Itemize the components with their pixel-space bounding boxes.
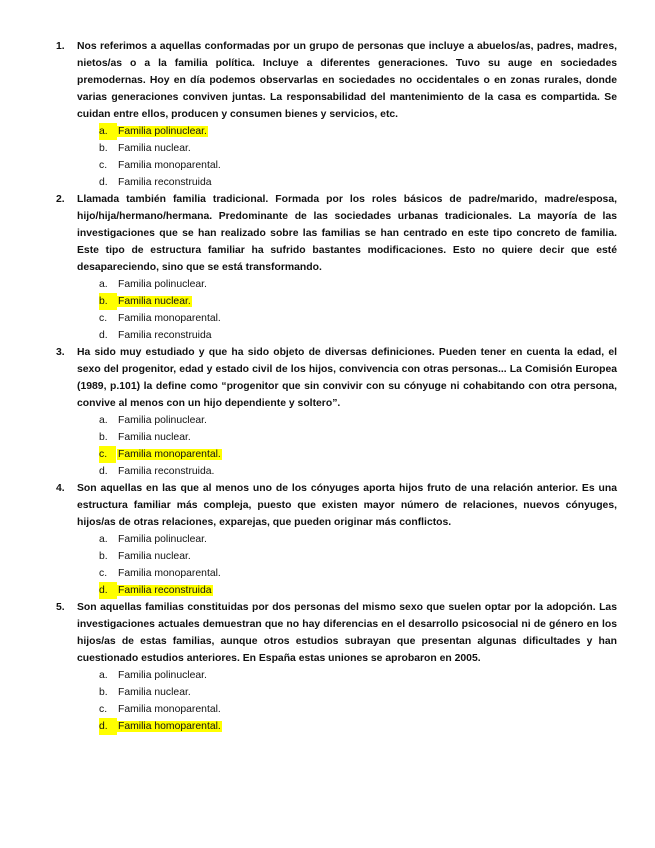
option-letter: c. xyxy=(99,704,108,715)
option-d xyxy=(99,582,617,599)
option-letter: b. xyxy=(99,432,108,443)
option-letter: b. xyxy=(99,551,108,562)
option-letter: b. xyxy=(99,143,108,154)
option-b xyxy=(99,293,617,310)
question-text: Son aquellas en las que al menos uno de los cónyuges aporta hijos fruto de una relación anterior. Es una estructura familiar más compleja, puesto que existen mayor número de relaciones, nuevos cónyuges, hijos/as de otras relaciones, exparejas, que pueden originar más conflictos. xyxy=(77,483,617,528)
option-letter: d. xyxy=(99,177,108,188)
option-letter: d. xyxy=(99,582,117,599)
option-letter: d. xyxy=(99,330,108,341)
option-b xyxy=(99,140,617,157)
option-text: Familia nuclear. xyxy=(118,551,191,562)
question-number: 2. xyxy=(56,194,65,205)
option-letter: a. xyxy=(99,670,108,681)
option-b xyxy=(99,684,617,701)
question-number: 5. xyxy=(56,602,65,613)
option-b xyxy=(99,548,617,565)
option-letter: a. xyxy=(99,123,117,140)
option-d xyxy=(99,718,617,735)
option-letter: a. xyxy=(99,415,108,426)
question-3 xyxy=(56,344,617,480)
option-a xyxy=(99,276,617,293)
option-c xyxy=(99,565,617,582)
option-letter: c. xyxy=(99,446,116,463)
option-text: Familia reconstruida xyxy=(118,585,212,596)
options-list xyxy=(77,667,617,735)
option-text: Familia polinuclear. xyxy=(118,279,207,290)
option-c xyxy=(99,310,617,327)
option-d xyxy=(99,463,617,480)
option-text: Familia polinuclear. xyxy=(118,415,207,426)
option-letter: c. xyxy=(99,568,108,579)
option-letter: b. xyxy=(99,293,117,310)
option-text: Familia polinuclear. xyxy=(118,126,207,137)
option-letter: d. xyxy=(99,466,108,477)
option-text: Familia homoparental. xyxy=(118,721,221,732)
option-text: Familia nuclear. xyxy=(118,432,191,443)
option-d xyxy=(99,174,617,191)
options-list xyxy=(77,531,617,599)
question-1 xyxy=(56,38,617,191)
option-d xyxy=(99,327,617,344)
option-text: Familia monoparental. xyxy=(118,568,221,579)
option-text: Familia nuclear. xyxy=(118,143,191,154)
option-letter: d. xyxy=(99,718,117,735)
question-text: Nos referimos a aquellas conformadas por un grupo de personas que incluye a abuelos/as, padres, madres, nietos/as o a la familia política. Incluye a diferentes generaciones. Tuvo su auge en sociedades premodernas. Hoy en día podemos observarlas en sociedades no occidentales o en zonas rurales, donde varias generaciones conviven juntas. La responsabilidad del mantenimiento de la casa es compartida. Se cuidan entre ellos, producen y consumen bienes y servicios, etc. xyxy=(77,41,617,120)
option-text: Familia nuclear. xyxy=(118,296,191,307)
question-text: Ha sido muy estudiado y que ha sido objeto de diversas definiciones. Pueden tener en cuenta la edad, el sexo del progenitor, edad y estado civil de los hijos, convivencia con otras personas... La Comisión Europea (1989, p.101) la define como “progenitor que sin convivir con su cónyuge ni cohabitando con otra persona, convive al menos con un hijo dependiente y soltero”. xyxy=(77,347,617,409)
option-text: Familia monoparental. xyxy=(118,449,221,460)
option-text: Familia polinuclear. xyxy=(118,670,207,681)
options-list xyxy=(77,412,617,480)
option-b xyxy=(99,429,617,446)
option-text: Familia monoparental. xyxy=(118,313,221,324)
question-text: Son aquellas familias constituidas por dos personas del mismo sexo que suelen optar por la adopción. Las investigaciones actuales demuestran que no hay diferencias en el desarrollo psicosocial ni de género en los hijos/as de estas familias, aunque otros estudios subrayan que presentan algunas dificultades y han cuestionado estudios anteriores. En España estas uniones se aprobaron en 2005. xyxy=(77,602,617,664)
option-letter: c. xyxy=(99,160,108,171)
option-a xyxy=(99,123,617,140)
option-c xyxy=(99,157,617,174)
option-a xyxy=(99,412,617,429)
question-number: 4. xyxy=(56,483,65,494)
option-text: Familia monoparental. xyxy=(118,704,221,715)
option-c xyxy=(99,701,617,718)
option-c xyxy=(99,446,617,463)
options-list xyxy=(77,276,617,344)
option-a xyxy=(99,667,617,684)
option-text: Familia polinuclear. xyxy=(118,534,207,545)
option-text: Familia monoparental. xyxy=(118,160,221,171)
option-letter: a. xyxy=(99,279,108,290)
options-list xyxy=(77,123,617,191)
option-a xyxy=(99,531,617,548)
question-2 xyxy=(56,191,617,344)
question-number: 1. xyxy=(56,41,65,52)
question-4 xyxy=(56,480,617,599)
option-letter: c. xyxy=(99,313,108,324)
question-text: Llamada también familia tradicional. Formada por los roles básicos de padre/marido, madre/esposa, hijo/hija/hermano/hermana. Predominante de las sociedades urbanas tradicionales. La mayoría de las investigaciones que se han realizado sobre las familias se han centrado en este tipo concreto de familia. Este tipo de estructura familiar ha sufrido bastantes modificaciones. Esto no quiere decir que esté desapareciendo, sino que se está transformando. xyxy=(77,194,617,273)
option-text: Familia reconstruida xyxy=(118,330,212,341)
option-text: Familia reconstruida xyxy=(118,177,212,188)
option-letter: a. xyxy=(99,534,108,545)
question-number: 3. xyxy=(56,347,65,358)
option-text: Familia nuclear. xyxy=(118,687,191,698)
option-text: Familia reconstruida. xyxy=(118,466,215,477)
option-letter: b. xyxy=(99,687,108,698)
question-5 xyxy=(56,599,617,735)
